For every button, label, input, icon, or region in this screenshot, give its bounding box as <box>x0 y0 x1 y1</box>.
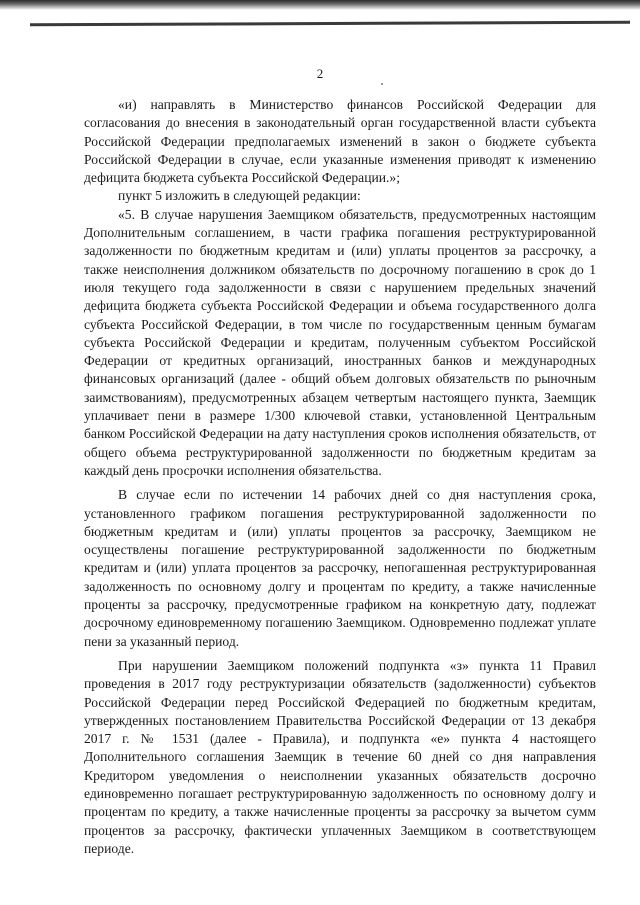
paragraph-early-repayment: В случае если по истечении 14 рабочих дней со дня наступления срока, установленного графиком погашения реструктурированной задолженности по бюджетным кредитам и (или) уплаты процентов за рассрочку, Заемщиком не осуществлены погашение реструктурированной задолженности по бюджетным кредитам и (или) уплата процентов за рассрочку, непогашенная реструктурированная задолженность по основному долгу и процентам по кредиту, а также начисленные проценты за рассрочку, предусмотренные графиком на конкретную дату, подлежат досрочному единовременному погашению Заемщиком. Одновременно подлежат уплате пени за указанный период. <box>84 487 596 649</box>
paragraph-item5-intro: пункт 5 изложить в следующей редакции: <box>118 188 361 204</box>
document-body <box>84 96 596 858</box>
paragraph-subitem-i: «и) направлять в Министерство финансов Российской Федерации для согласования до внесения в законодательный орган государственной власти субъекта Российской Федерации предполагаемых изменений в закон о бюджете субъекта Российской Федерации в случае, если указанные изменения приводят к изменению дефицита бюджета субъекта Российской Федерации.»; <box>84 97 596 186</box>
scan-top-rule <box>30 21 630 27</box>
scan-speck <box>381 83 383 85</box>
scan-top-shadow <box>0 0 640 10</box>
paragraph-item5-penalty: «5. В случае нарушения Заемщиком обязательств, предусмотренных настоящим Дополнительным соглашением, в части графика погашения реструктурированной задолженности по бюджетным кредитам и (или) уплаты процентов за рассрочку, а также неисполнения должником обязательств по досрочному погашению в срок до 1 июля текущего года задолженности в связи с нарушением предельных значений дефицита бюджета субъекта Российской Федерации и объема государственного долга субъекта Российской Федерации, в том числе по государственным ценным бумагам субъекта Российской Федерации и кредитам, полученным субъектом Российской Федерации от кредитных организаций, иностранных банков и международных финансовых организаций (далее - общий объем долговых обязательств по рыночным заимствованиям), предусмотренных абзацем четвертым настоящего пункта, Заемщик уплачивает пени в размере 1/300 ключевой ставки, установленной Центральным банком Российской Федерации на дату наступления сроков исполнения обязательств, от общего объема реструктурированной задолженности по бюджетным кредитам за каждый день просрочки исполнения обязательства. <box>84 206 596 478</box>
paragraph-rules-violation: При нарушении Заемщиком положений подпункта «з» пункта 11 Правил проведения в 2017 году реструктуризации обязательств (задолженности) субъектов Российской Федерации перед Российской Федерацией по бюджетным кредитам, утвержденных постановлением Правительства Российской Федерации от 13 декабря 2017 г. № 1531 (далее - Правила), и подпункта «е» пункта 4 настоящего Дополнительного соглашения Заемщик в течение 60 дней со дня направления Кредитором уведомления о неисполнении указанных обязательств досрочно единовременно погашает реструктурированную задолженность по основному долгу и процентам по кредиту, а также начисленные проценты за рассрочку за вычетом сумм процентов за рассрочку, фактически уплаченных Заемщиком в соответствующем периоде. <box>84 657 596 856</box>
page-number: 2 <box>316 66 324 81</box>
